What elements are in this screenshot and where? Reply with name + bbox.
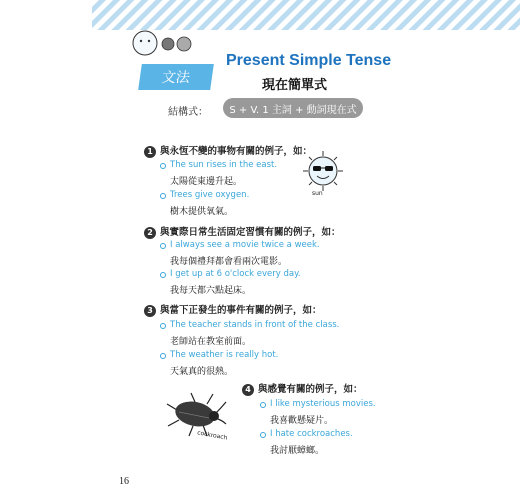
section-heading-text: 與感覺有關的例子，如： xyxy=(258,384,363,395)
top-stripe-border xyxy=(0,0,520,30)
structure-label: 結構式： xyxy=(168,107,208,118)
example-zh: 我每天都六點起床。 xyxy=(170,286,252,296)
example-en: The sun rises in the east. xyxy=(170,160,278,170)
example-zh: 樹木提供氧氣。 xyxy=(170,207,234,217)
example-en: I like mysterious movies. xyxy=(270,399,376,409)
section-1-heading xyxy=(144,143,312,158)
example-zh: 天氣真的很熱。 xyxy=(170,367,234,377)
section-number: 3 xyxy=(144,305,156,317)
cockroach-label: cockroach xyxy=(196,429,228,442)
example-zh: 老師站在教室前面。 xyxy=(170,337,252,347)
page-title-zh: 現在簡單式 xyxy=(262,78,328,93)
section-4-heading xyxy=(242,381,363,396)
example-en: I always see a movie twice a week. xyxy=(170,240,320,250)
example-en: I get up at 6 o'clock every day. xyxy=(170,269,301,279)
example-en: The teacher stands in front of the class. xyxy=(170,320,340,330)
left-stripe-border xyxy=(0,0,30,500)
section-heading-text: 與實際日常生活固定習慣有關的例子，如： xyxy=(160,227,341,238)
planets-decoration xyxy=(130,28,200,62)
example-zh: 我討厭蟑螂。 xyxy=(270,446,325,456)
sun-icon xyxy=(300,150,346,192)
cockroach-icon xyxy=(165,392,227,438)
section-heading-text: 與永恆不變的事物有關的例子，如： xyxy=(160,146,313,157)
section-2-heading xyxy=(144,224,341,239)
example-zh: 我每個禮拜都會看兩次電影。 xyxy=(170,257,288,267)
grammar-tag: 文法 xyxy=(138,64,214,90)
sun-label: sun xyxy=(312,190,323,197)
example-en: Trees give oxygen. xyxy=(170,190,250,200)
structure-formula: S + V. 1 主詞 + 動詞現在式 xyxy=(223,98,363,118)
section-3-heading xyxy=(144,302,322,317)
page-number: 16 xyxy=(119,476,129,487)
example-zh: 太陽從東邊升起。 xyxy=(170,177,243,187)
section-heading-text: 與當下正發生的事件有關的例子，如： xyxy=(160,305,322,316)
section-number: 2 xyxy=(144,227,156,239)
section-number: 1 xyxy=(144,146,156,158)
page-title-en: Present Simple Tense xyxy=(226,52,392,69)
example-en: The weather is really hot. xyxy=(170,350,279,360)
example-en: I hate cockroaches. xyxy=(270,429,353,439)
example-zh: 我喜歡懸疑片。 xyxy=(270,416,334,426)
section-number: 4 xyxy=(242,384,254,396)
